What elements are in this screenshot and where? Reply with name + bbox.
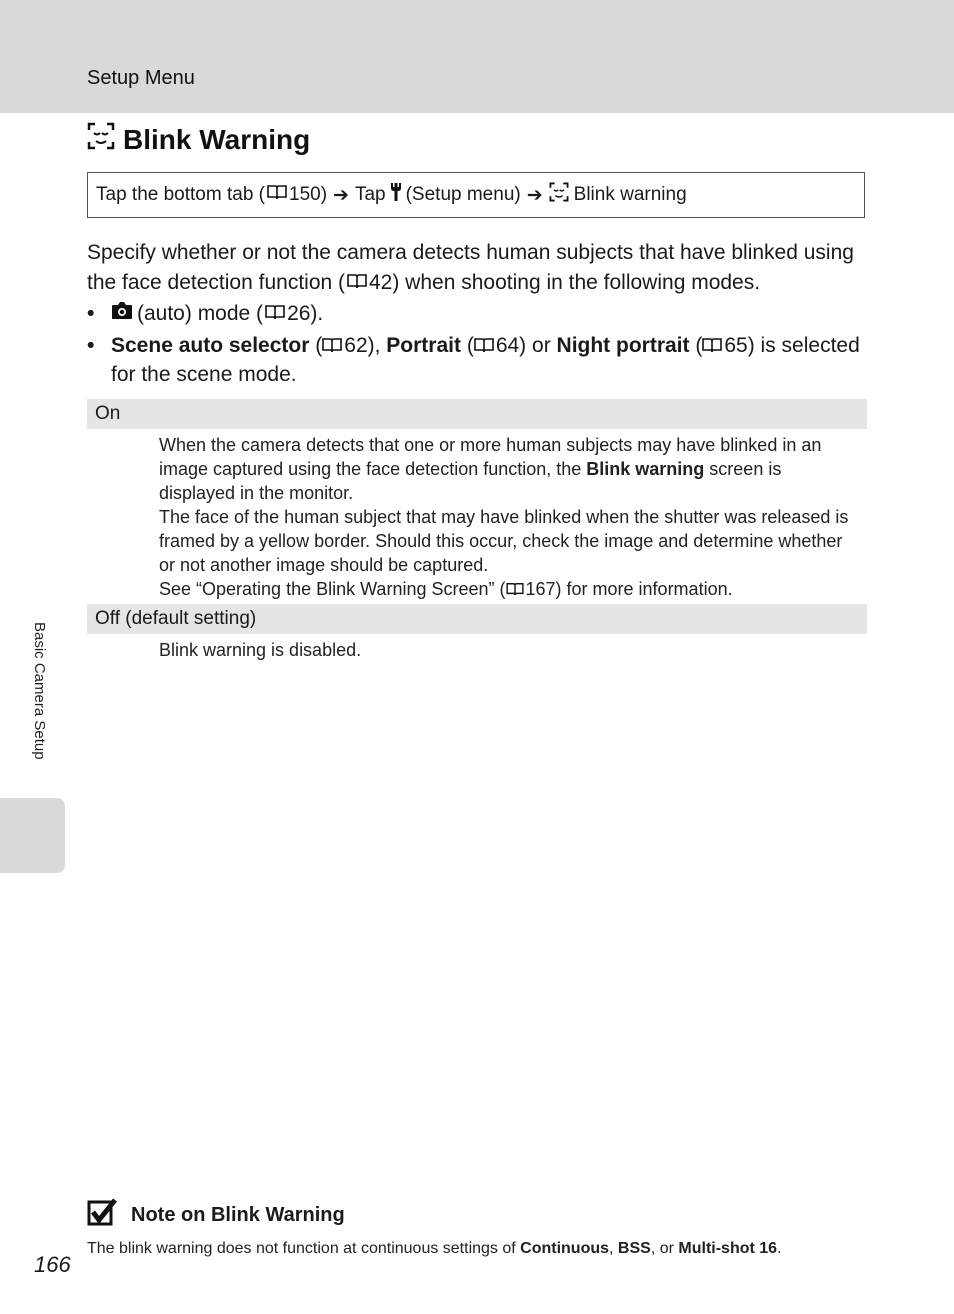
note-sep-2: , or [650,1240,679,1257]
option-off-header: Off (default setting) [87,604,867,634]
bss-term: BSS [617,1240,651,1257]
ref-65: 65) is selected for the scene mode. [111,334,860,386]
page-number: 166 [34,1252,71,1277]
on-p1-text: When the camera detects that one or more human subjects may have blinked in an image captured using the face detection function, the [159,435,822,479]
nav-text-4: Blink warning [573,184,687,205]
on-paragraph-2: The face of the human subject that may have blinked when the shutter was released is framed by a yellow border. Should this occur, check the image and determine whether or not another image should be captured. [159,507,849,575]
header-band [0,0,954,113]
bullet-dot: • [87,302,95,325]
on-paragraph-3 [159,577,859,602]
book-icon [474,333,494,361]
note-text [87,1240,782,1258]
book-icon [322,333,342,361]
page-title [87,122,310,157]
nav-text-3: (Setup menu) [405,184,521,205]
night-portrait-label: Night portrait [556,334,690,358]
navigation-path [87,172,865,218]
chapter-label: Basic Camera Setup [31,622,48,760]
on-p3-text: See “Operating the Blink Warning Screen” ( [159,579,506,599]
multishot-term: Multi-shot 16 [678,1240,778,1257]
note-text-1: The blink warning does not function at continuous settings of [87,1240,521,1257]
nav-ref-1: 150) [289,184,328,205]
option-off-description: Blink warning is disabled. [159,640,362,660]
checkmark-note-icon [87,1198,117,1233]
bullet-dot: • [87,334,95,358]
option-on-header: On [87,399,867,429]
book-icon [506,578,524,602]
note-sep-1: , [609,1240,618,1257]
chapter-tab [0,798,65,873]
ref-64: 64) or [495,334,551,358]
arrow-icon: ➔ [333,184,349,206]
intro-text: Specify whether or not the camera detects human subjects that have blinked using the face detection function ( [87,241,854,294]
continuous-term: Continuous [520,1240,610,1257]
note-end: . [777,1240,782,1257]
blink-warning-term: Blink warning [586,459,705,479]
page-title-text: Blink Warning [123,123,311,155]
paren: ( [695,334,703,358]
bullet-1-text: (auto) mode ( [137,302,264,325]
intro-paragraph [87,238,877,298]
nav-text-1: Tap the bottom tab ( [96,184,265,205]
option-on-description [159,433,859,602]
portrait-label: Portrait [386,334,461,358]
book-icon [347,268,367,298]
scene-auto-selector-label: Scene auto selector [111,334,310,358]
wrench-icon [390,182,402,208]
intro-ref: 42) when shooting in the following modes. [369,271,761,294]
nav-text-2: Tap [354,184,386,205]
book-icon [267,184,287,206]
on-paragraph-1 [159,433,859,505]
book-icon [265,300,285,328]
note-title: Note on Blink Warning [131,1204,345,1226]
ref-62: 62), [344,334,381,358]
paren: ( [315,334,323,358]
paren: ( [466,334,474,358]
book-icon [702,333,722,361]
mode-list [87,300,877,389]
on-p3-ref: 167) for more information. [525,579,733,599]
bullet-1-ref: 26). [287,302,324,325]
blink-warning-icon [549,182,569,208]
list-item [87,300,877,328]
camera-icon [111,300,133,328]
arrow-icon: ➔ [526,184,543,206]
on-p1-end: screen is displayed in the monitor. [159,459,782,503]
list-item [87,332,877,388]
section-title: Setup Menu [87,67,195,89]
blink-warning-icon [87,122,115,157]
